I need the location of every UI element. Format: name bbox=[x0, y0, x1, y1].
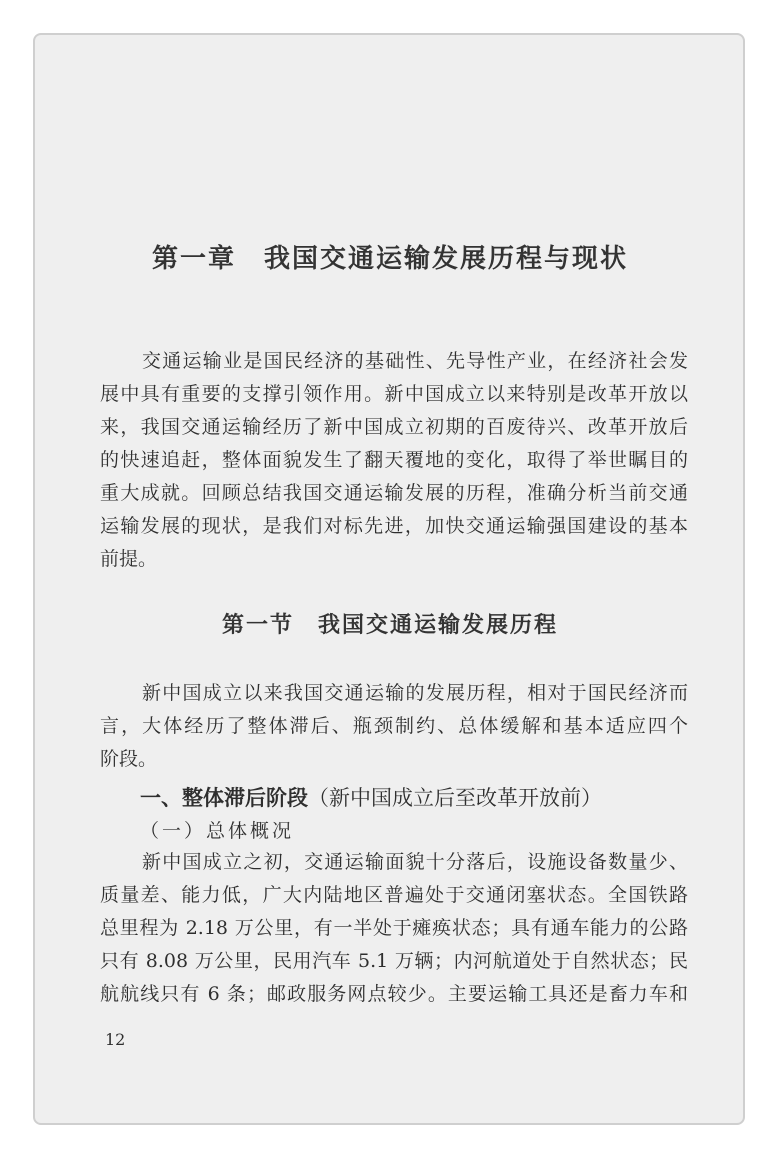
overview-paragraph bbox=[100, 846, 688, 1011]
sub-subsection-heading: （一）总体概况 bbox=[140, 820, 295, 842]
text-line: 的快速追赶，整体面貌发生了翻天覆地的变化，取得了举世瞩目的 bbox=[100, 449, 688, 471]
subsection-heading-main: 一、整体滞后阶段 bbox=[140, 785, 308, 810]
page-number: 12 bbox=[105, 1030, 126, 1049]
intro-paragraph bbox=[100, 345, 688, 576]
text-line: 重大成就。回顾总结我国交通运输发展的历程，准确分析当前交通 bbox=[100, 482, 688, 504]
text-line: 阶段。 bbox=[100, 748, 158, 770]
chapter-title: 第一章 我国交通运输发展历程与现状 bbox=[151, 244, 628, 274]
text-line: 交通运输业是国民经济的基础性、先导性产业，在经济社会发 bbox=[142, 350, 688, 372]
text-line: 新中国成立以来我国交通运输的发展历程，相对于国民经济而 bbox=[142, 682, 688, 704]
text-line: 前提。 bbox=[100, 548, 158, 570]
text-line: 总里程为 2.18 万公里，有一半处于瘫痪状态；具有通车能力的公路 bbox=[100, 917, 688, 939]
text-line: 来，我国交通运输经历了新中国成立初期的百废待兴、改革开放后 bbox=[100, 416, 688, 438]
subsection-heading-period: （新中国成立后至改革开放前） bbox=[308, 786, 602, 810]
section-title: 第一节 我国交通运输发展历程 bbox=[221, 612, 558, 638]
subsection-heading bbox=[140, 783, 680, 813]
text-line: 航航线只有 6 条；邮政服务网点较少。主要运输工具还是畜力车和 bbox=[100, 983, 688, 1005]
text-line: 言，大体经历了整体滞后、瓶颈制约、总体缓解和基本适应四个 bbox=[100, 715, 688, 737]
text-line: 只有 8.08 万公里，民用汽车 5.1 万辆；内河航道处于自然状态；民 bbox=[100, 950, 688, 972]
text-line: 新中国成立之初，交通运输面貌十分落后，设施设备数量少、 bbox=[142, 851, 688, 873]
text-line: 展中具有重要的支撑引领作用。新中国成立以来特别是改革开放以 bbox=[100, 383, 688, 405]
section-paragraph bbox=[100, 677, 688, 776]
text-line: 运输发展的现状，是我们对标先进，加快交通运输强国建设的基本 bbox=[100, 515, 688, 537]
text-line: 质量差、能力低，广大内陆地区普遍处于交通闭塞状态。全国铁路 bbox=[100, 884, 688, 906]
